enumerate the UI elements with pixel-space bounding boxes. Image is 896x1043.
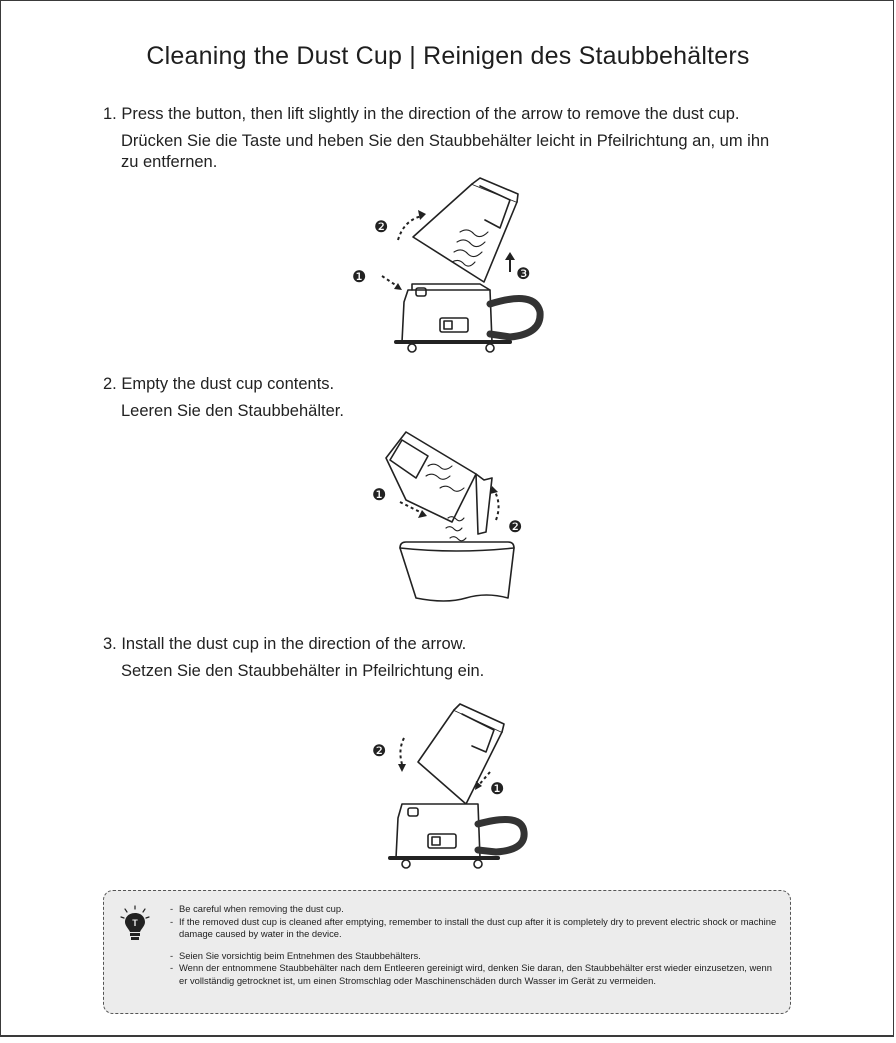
tip-icon-letter: T [132,918,138,928]
marker-2: ❷ [374,217,389,236]
figure-remove-dust-cup [340,172,570,362]
marker-1: ❶ [490,779,505,798]
note-item-de-1: - Seien Sie vorsichtig beim Entnehmen des Staubbehälters. [170,949,421,961]
step-2-english: 2. Empty the dust cup contents. [103,375,335,393]
note-item-en-2: - If the removed dust cup is cleaned after emptying, remember to install the dust cup after it is completely dry to prevent electric shock or machine damage caused by water in the device. [170,915,777,940]
marker-1: ❶ [352,267,367,286]
note-item-de-2: - Wenn der entnommene Staubbehälter nach dem Entleeren gereinigt wird, denken Sie daran, den Staubbehälter erst wieder einzusetzen, wenn er vollständig getrocknet ist, um einen Stromschlag oder Maschinenschäden durch Wasser im Gerät zu vermeiden. [170,962,772,986]
step-2-text [103,374,823,422]
safety-note-box [103,890,791,1014]
marker-2: ❷ [372,741,387,760]
note-item-en-1: - Be careful when removing the dust cup. [170,903,344,914]
lightbulb-tip-icon [120,905,150,948]
marker-3: ❸ [516,264,531,283]
step-3-text [103,634,823,682]
step-3-english: 3. Install the dust cup in the direction of the arrow. [103,635,467,653]
step-3-german: Setzen Sie den Staubbehälter in Pfeilrichtung ein. [121,662,485,680]
note-text [170,903,782,988]
step-1-german: Drücken Sie die Taste und heben Sie den Staubbehälter leicht in Pfeilrichtung an, um ihn zu entfernen. [121,132,770,171]
page-title: Cleaning the Dust Cup | Reinigen des Staubbehälters [146,42,750,70]
marker-2: ❷ [508,517,523,536]
step-1-text [103,104,823,173]
step-1-english: 1. Press the button, then lift slightly in the direction of the arrow to remove the dust cup. [103,105,740,123]
step-2-german: Leeren Sie den Staubbehälter. [121,402,344,420]
marker-1: ❶ [372,485,387,504]
figure-install-dust-cup [362,700,542,870]
figure-empty-dust-cup [366,428,536,608]
